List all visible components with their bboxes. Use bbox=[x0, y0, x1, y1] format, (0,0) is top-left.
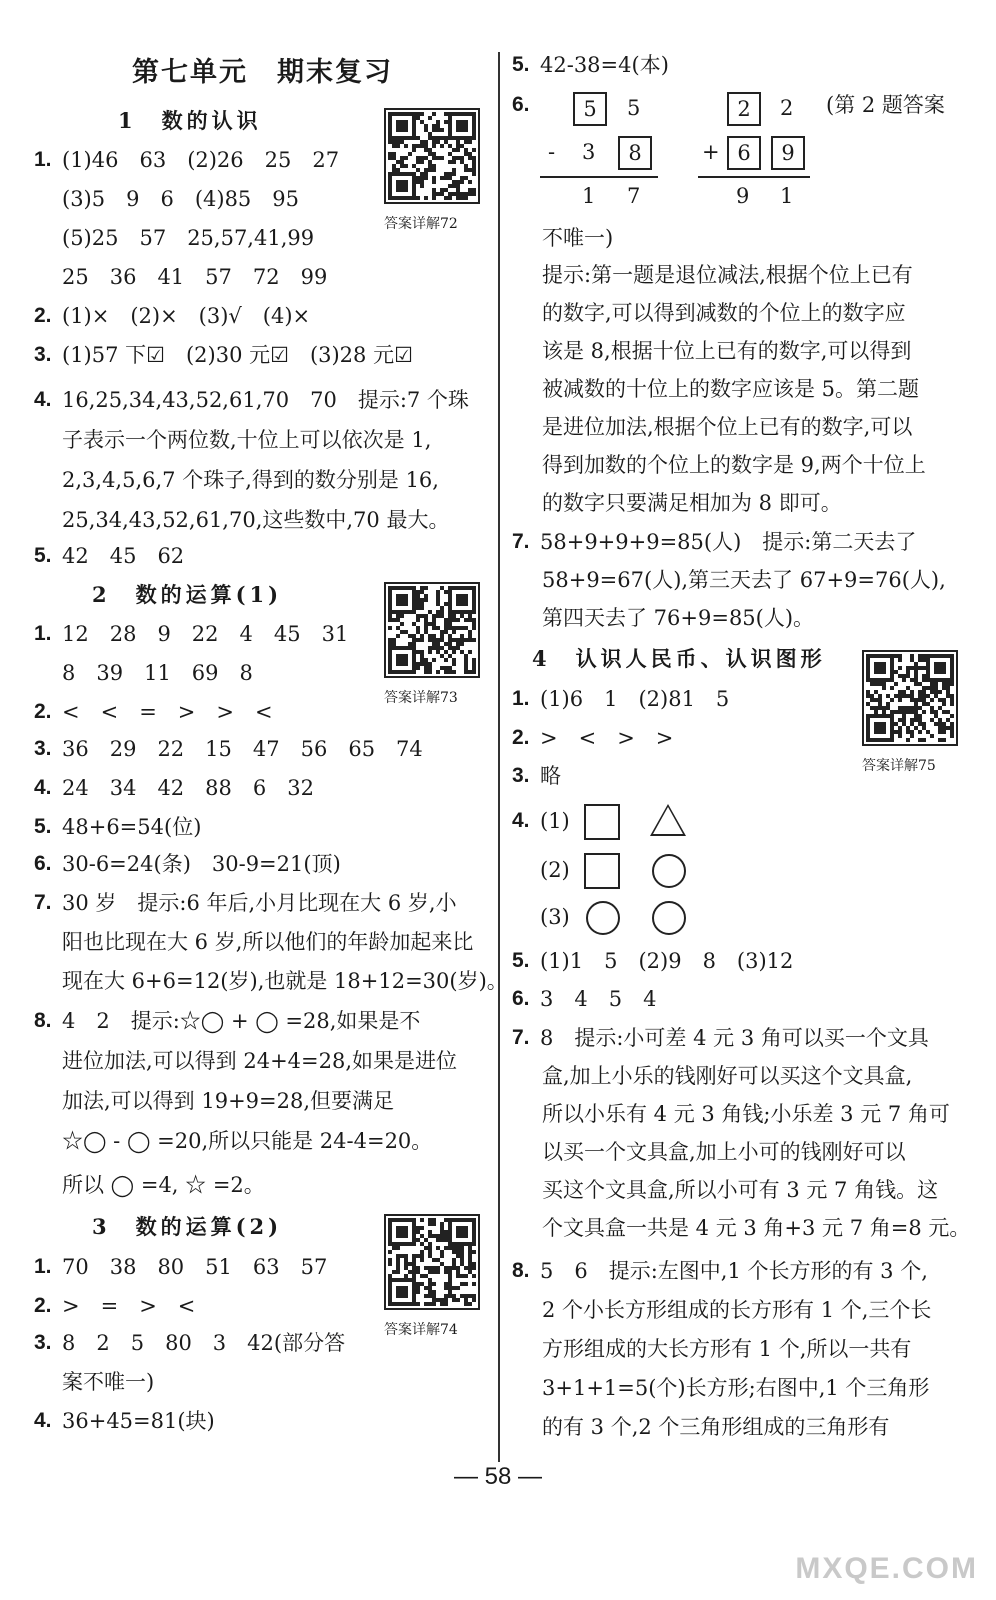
answer-line: 48+6=54(位) bbox=[62, 815, 202, 839]
answer-line: (3)5 9 6 (4)85 95 bbox=[62, 187, 300, 211]
answer-line: (1)46 63 (2)26 25 27 bbox=[62, 148, 340, 172]
q4-number: 4. bbox=[512, 809, 530, 832]
answer-line: 24 34 42 88 6 32 bbox=[62, 776, 314, 800]
question-number: 6. bbox=[512, 93, 530, 116]
question-number: 6. bbox=[512, 987, 530, 1010]
q4-label-3: (3) bbox=[540, 905, 570, 929]
question-number: 7. bbox=[512, 530, 530, 553]
answer-line: > < > > bbox=[540, 726, 674, 750]
answer-line: 30-6=24(条) 30-9=21(顶) bbox=[62, 852, 341, 876]
q6-add-res-tens: 9 bbox=[736, 184, 750, 208]
question-number: 2. bbox=[512, 726, 530, 749]
page-title: 第七单元 期末复习 bbox=[132, 57, 393, 88]
answer-line: 阳也比现在大 6 岁,所以他们的年龄加起来比 bbox=[62, 930, 474, 954]
answer-line: ☆◯ - ◯ =20,所以只能是 24-4=20。 bbox=[62, 1129, 433, 1153]
q6-sub-bot-ones: 8 bbox=[618, 136, 652, 170]
qr-code-2 bbox=[384, 582, 480, 678]
answer-line: (1)57 下☑ (2)30 元☑ (3)28 元☑ bbox=[62, 343, 413, 367]
answer-line: 不唯一) bbox=[542, 226, 614, 250]
answer-line: 30 岁 提示:6 年后,小月比现在大 6 岁,小 bbox=[62, 891, 457, 915]
answer-line: (1)× (2)× (3)√ (4)× bbox=[62, 304, 311, 328]
question-number: 5. bbox=[34, 815, 52, 838]
answer-line: 12 28 9 22 4 45 31 bbox=[62, 622, 349, 646]
question-number: 4. bbox=[34, 1409, 52, 1432]
qr-code-4 bbox=[862, 650, 958, 746]
answer-line: 略 bbox=[540, 764, 561, 788]
answer-line: 58+9+9+9=85(人) 提示:第二天去了 bbox=[540, 530, 917, 554]
triangle-shape bbox=[650, 804, 686, 836]
answer-line: (第 2 题答案 bbox=[826, 93, 945, 117]
page-number: — 58 — bbox=[453, 1463, 543, 1490]
answer-line: 个文具盒一共是 4 元 3 角+3 元 7 角=8 元。 bbox=[542, 1216, 971, 1240]
column-divider bbox=[498, 52, 500, 1462]
question-number: 4. bbox=[34, 776, 52, 799]
answer-line: 42-38=4(本) bbox=[540, 53, 669, 77]
answer-line: 盒,加上小乐的钱刚好可以买这个文具盒, bbox=[542, 1064, 913, 1088]
answer-line: 8 提示:小可差 4 元 3 角可以买一个文具 bbox=[540, 1026, 929, 1050]
answer-line: 是进位加法,根据个位上已有的数字,可以 bbox=[542, 415, 913, 439]
answer-line: 的有 3 个,2 个三角形组成的三角形有 bbox=[542, 1415, 890, 1439]
answer-line: 4 2 提示:☆◯ + ◯ =28,如果是不 bbox=[62, 1009, 421, 1033]
q4-label-1: (1) bbox=[540, 809, 570, 833]
answer-line: 第四天去了 76+9=85(人)。 bbox=[542, 606, 815, 630]
answer-line: 58+9=67(人),第三天去了 67+9=76(人), bbox=[542, 568, 946, 592]
answer-line: 8 39 11 69 8 bbox=[62, 661, 253, 685]
question-number: 1. bbox=[512, 687, 530, 710]
answer-line: 所以小乐有 4 元 3 角钱;小乐差 3 元 7 角可 bbox=[542, 1102, 950, 1126]
circle-shape bbox=[586, 901, 620, 935]
answer-line: 36 29 22 15 47 56 65 74 bbox=[62, 737, 423, 761]
qr-pattern bbox=[388, 586, 476, 674]
answer-line: 2,3,4,5,6,7 个珠子,得到的数分别是 16, bbox=[62, 468, 439, 492]
answer-line: 现在大 6+6=12(岁),也就是 18+12=30(岁)。 bbox=[62, 969, 508, 993]
section-heading: 1 数的认识 bbox=[118, 108, 262, 133]
q4-label-2: (2) bbox=[540, 858, 570, 882]
answer-line: 16,25,34,43,52,61,70 70 提示:7 个珠 bbox=[62, 388, 469, 412]
question-number: 3. bbox=[34, 343, 52, 366]
answer-line: 以买一个文具盒,加上小可的钱刚好可以 bbox=[542, 1140, 906, 1164]
q6-minus-sign: - bbox=[548, 140, 556, 164]
q6-add-top-tens: 2 bbox=[727, 92, 761, 126]
question-number: 5. bbox=[512, 949, 530, 972]
answer-line: 该是 8,根据十位上已有的数字,可以得到 bbox=[542, 339, 912, 363]
answer-line: 25 36 41 57 72 99 bbox=[62, 265, 328, 289]
section-heading: 3 数的运算(2) bbox=[92, 1214, 283, 1239]
question-number: 8. bbox=[512, 1259, 530, 1282]
answer-line: 子表示一个两位数,十位上可以依次是 1, bbox=[62, 428, 432, 452]
answer-line: 所以 ◯ =4, ☆ =2。 bbox=[62, 1173, 265, 1197]
circle-shape bbox=[652, 901, 686, 935]
watermark: MXQE.COM bbox=[795, 1552, 978, 1585]
answer-line: 加法,可以得到 19+9=28,但要满足 bbox=[62, 1089, 395, 1113]
question-number: 2. bbox=[34, 700, 52, 723]
q6-add-res-ones: 1 bbox=[780, 184, 794, 208]
question-number: 6. bbox=[34, 852, 52, 875]
question-number: 2. bbox=[34, 1294, 52, 1317]
question-number: 7. bbox=[34, 891, 52, 914]
answer-line: (1)6 1 (2)81 5 bbox=[540, 687, 730, 711]
q6-add-bot-tens: 6 bbox=[727, 136, 761, 170]
answer-line: 42 45 62 bbox=[62, 544, 185, 568]
q6-sub-line bbox=[540, 176, 658, 178]
section-heading: 2 数的运算(1) bbox=[92, 582, 283, 607]
qr-code-3 bbox=[384, 1214, 480, 1310]
q6-sub-top-ones: 5 bbox=[627, 96, 641, 120]
q6-add-line bbox=[698, 176, 810, 178]
answer-line: (1)1 5 (2)9 8 (3)12 bbox=[540, 949, 794, 973]
answer-line: 被减数的十位上的数字应该是 5。第二题 bbox=[542, 377, 920, 401]
qr-caption-1: 答案详解72 bbox=[384, 216, 458, 232]
answer-line: 3+1+1=5(个)长方形;右图中,1 个三角形 bbox=[542, 1376, 930, 1400]
question-number: 3. bbox=[512, 764, 530, 787]
question-number: 1. bbox=[34, 622, 52, 645]
q6-add-top-ones: 2 bbox=[780, 96, 794, 120]
qr-caption-3: 答案详解74 bbox=[384, 1322, 458, 1338]
answer-line: 买这个文具盒,所以小可有 3 元 7 角钱。这 bbox=[542, 1178, 939, 1202]
answer-line: 的数字只要满足相加为 8 即可。 bbox=[542, 491, 842, 515]
qr-pattern bbox=[388, 1218, 476, 1306]
square-shape bbox=[584, 804, 620, 840]
answer-line: 36+45=81(块) bbox=[62, 1409, 215, 1433]
answer-line: 70 38 80 51 63 57 bbox=[62, 1255, 328, 1279]
question-number: 8. bbox=[34, 1009, 52, 1032]
question-number: 1. bbox=[34, 148, 52, 171]
qr-pattern bbox=[388, 112, 476, 200]
qr-pattern bbox=[866, 654, 954, 742]
answer-line: 3 4 5 4 bbox=[540, 987, 657, 1011]
section-heading: 4 认识人民币、认识图形 bbox=[532, 646, 826, 671]
answer-line: 案不唯一) bbox=[62, 1370, 155, 1394]
qr-caption-4: 答案详解75 bbox=[862, 758, 936, 774]
q6-sub-res-ones: 7 bbox=[627, 184, 641, 208]
qr-caption-2: 答案详解73 bbox=[384, 690, 458, 706]
circle-shape bbox=[652, 854, 686, 888]
question-number: 4. bbox=[34, 388, 52, 411]
question-number: 2. bbox=[34, 304, 52, 327]
question-number: 3. bbox=[34, 1331, 52, 1354]
q6-sub-res-tens: 1 bbox=[582, 184, 596, 208]
q6-plus-sign: + bbox=[702, 140, 720, 164]
qr-code-1 bbox=[384, 108, 480, 204]
answer-line: 方形组成的大长方形有 1 个,所以一共有 bbox=[542, 1337, 912, 1361]
question-number: 5. bbox=[34, 544, 52, 567]
answer-line: 提示:第一题是退位减法,根据个位上已有 bbox=[542, 263, 913, 287]
answer-line: 25,34,43,52,61,70,这些数中,70 最大。 bbox=[62, 508, 450, 532]
q6-sub-top-tens: 5 bbox=[573, 92, 607, 126]
answer-line: (5)25 57 25,57,41,99 bbox=[62, 226, 315, 250]
answer-line: 的数字,可以得到减数的个位上的数字应 bbox=[542, 301, 906, 325]
q6-sub-bot-tens: 3 bbox=[582, 140, 596, 164]
answer-line: 5 6 提示:左图中,1 个长方形的有 3 个, bbox=[540, 1259, 928, 1283]
question-number: 3. bbox=[34, 737, 52, 760]
question-number: 1. bbox=[34, 1255, 52, 1278]
answer-line: 得到加数的个位上的数字是 9,两个十位上 bbox=[542, 453, 926, 477]
question-number: 7. bbox=[512, 1026, 530, 1049]
answer-line: 2 个小长方形组成的长方形有 1 个,三个长 bbox=[542, 1298, 932, 1322]
answer-line: > = > < bbox=[62, 1294, 196, 1318]
answer-line: 进位加法,可以得到 24+4=28,如果是进位 bbox=[62, 1049, 458, 1073]
q6-add-bot-ones: 9 bbox=[771, 136, 805, 170]
answer-line: < < = > > < bbox=[62, 700, 273, 724]
answer-line: 8 2 5 80 3 42(部分答 bbox=[62, 1331, 346, 1355]
square-shape bbox=[584, 853, 620, 889]
question-number: 5. bbox=[512, 53, 530, 76]
